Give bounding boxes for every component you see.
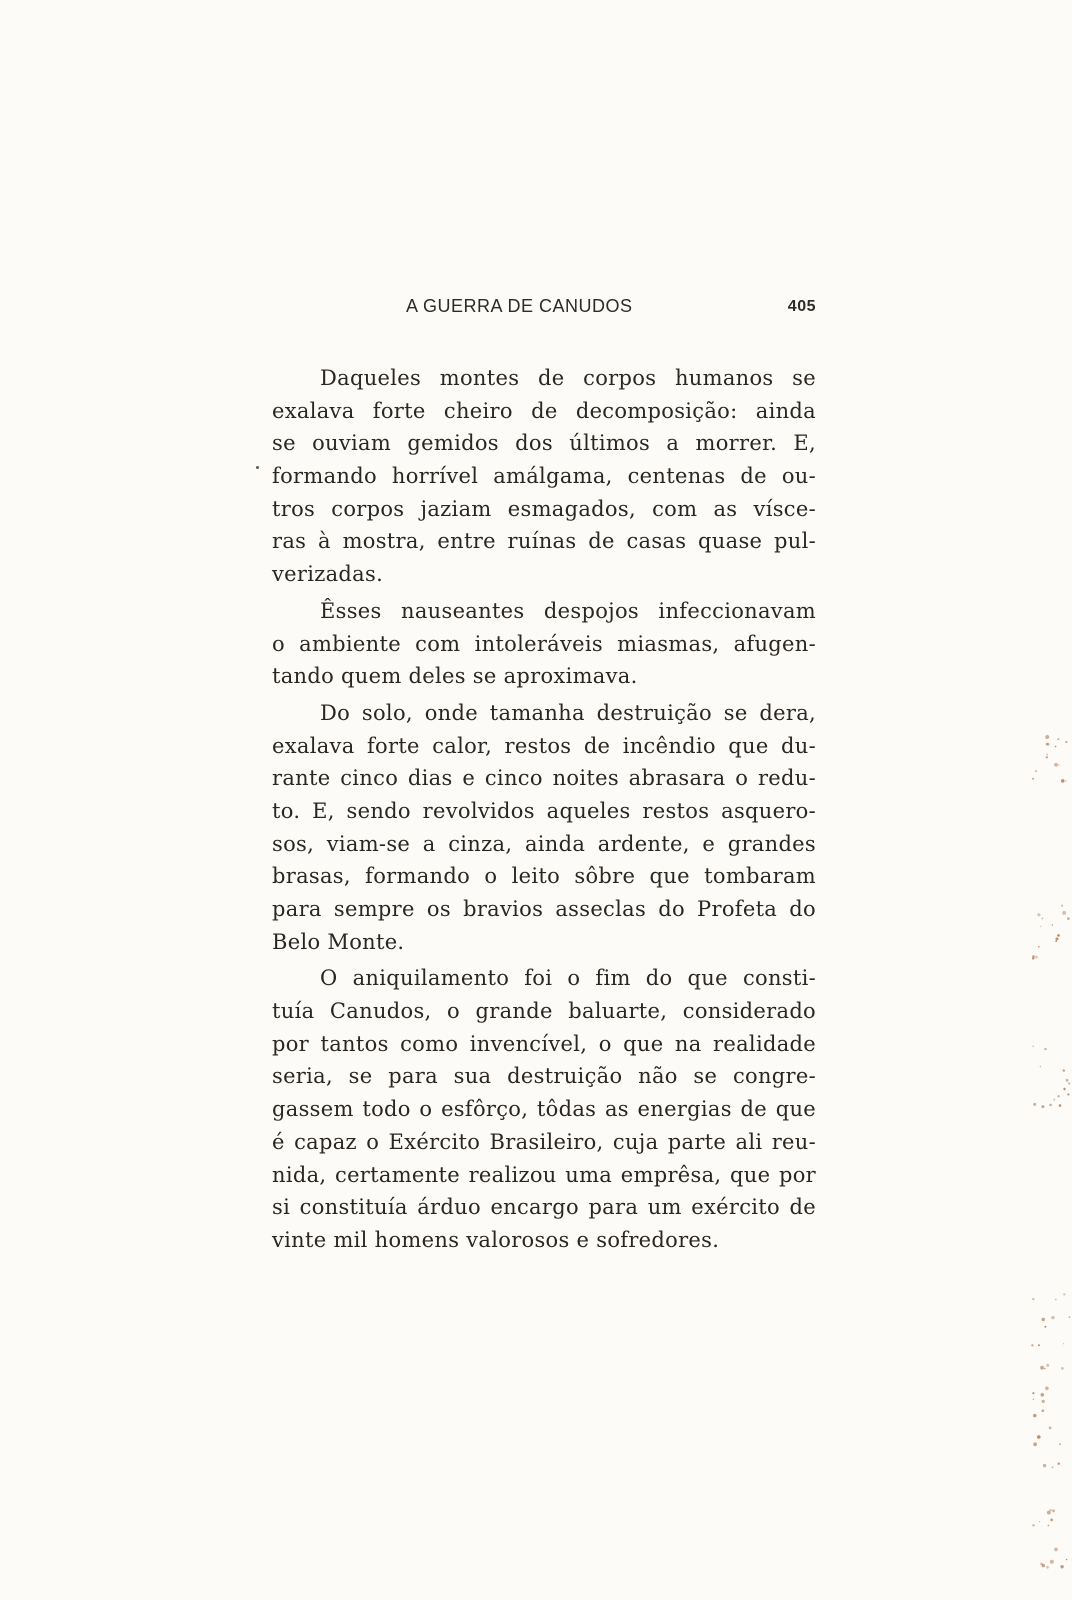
text-line: nida, certamente realizou uma emprêsa, que por (272, 1162, 816, 1187)
foxing-speck (1045, 1387, 1049, 1391)
foxing-speck (1032, 1046, 1034, 1048)
foxing-speck (1046, 1566, 1049, 1569)
page-number: 405 (787, 298, 816, 315)
foxing-speck (1046, 1364, 1049, 1367)
foxing-speck (1061, 779, 1065, 783)
foxing-speck (1033, 1442, 1037, 1446)
foxing-speck (1062, 911, 1066, 915)
foxing-speck (1040, 1366, 1044, 1370)
foxing-speck (1033, 1414, 1036, 1417)
foxing-speck (1045, 735, 1049, 739)
foxing-speck (1032, 778, 1034, 780)
foxing-speck (1052, 924, 1053, 925)
text-line: Do solo, onde tamanha destruição se dera, (320, 700, 816, 725)
foxing-speck (1055, 940, 1057, 942)
foxing-speck (1037, 913, 1040, 916)
foxing-speck (1046, 756, 1048, 758)
foxing-speck (1065, 741, 1067, 743)
foxing-speck (1042, 1400, 1045, 1403)
foxing-speck (1063, 1343, 1064, 1344)
text-line: tuía Canudos, o grande baluarte, considerado (272, 999, 816, 1024)
foxing-speck (1057, 934, 1060, 937)
foxing-speck (1032, 1392, 1034, 1394)
foxing-speck (1031, 1344, 1033, 1346)
text-line: tros corpos jaziam esmagados, com as vísce- (272, 496, 816, 521)
text-line: seria, se para sua destruição não se congre- (272, 1064, 816, 1089)
foxing-speck (1040, 926, 1041, 927)
foxing-speck (1032, 1298, 1034, 1300)
foxing-speck (1044, 1048, 1046, 1050)
paragraph (272, 595, 816, 693)
text-line: o ambiente com intoleráveis miasmas, afugen- (272, 631, 816, 656)
text-line: rante cinco dias e cinco noites abrasara o redu- (272, 766, 816, 791)
text-line: O aniquilamento foi o fim do que consti- (320, 966, 816, 991)
foxing-speck (1051, 1316, 1054, 1319)
text-line: para sempre os bravios asseclas do Profeta do (272, 897, 816, 921)
text-line: verizadas. (272, 562, 384, 587)
running-head (270, 296, 818, 322)
foxing-speck (1047, 743, 1050, 746)
foxing-speck (1061, 905, 1063, 907)
foxing-speck (1033, 1399, 1034, 1400)
text-line: gassem todo o esfôrço, tôdas as energias de que (272, 1097, 816, 1122)
foxing-speck (1067, 1093, 1069, 1095)
foxing-speck (1057, 738, 1059, 740)
text-line: exalava forte calor, restos de incêndio que du- (272, 733, 816, 758)
text-line: Daqueles montes de corpos humanos se (320, 366, 816, 390)
foxing-speck (1049, 1427, 1052, 1430)
body-text (272, 362, 816, 1257)
foxing-speck (1068, 1082, 1070, 1084)
foxing-speck (1043, 1464, 1046, 1467)
foxing-speck (1066, 1079, 1069, 1082)
paragraph (272, 362, 816, 591)
foxing-speck (1050, 1560, 1054, 1564)
foxing-speck (1048, 1525, 1050, 1527)
foxing-speck (1052, 1509, 1055, 1512)
text-line: Belo Monte. (272, 929, 405, 954)
foxing-speck (1035, 770, 1037, 772)
foxing-speck (1067, 917, 1070, 920)
foxing-speck (1032, 1524, 1034, 1526)
foxing-speck (1038, 1344, 1040, 1346)
foxing-speck (1041, 1318, 1045, 1322)
foxing-speck (1054, 1548, 1058, 1552)
foxing-speck (1066, 1559, 1068, 1561)
foxing-speck (1044, 1326, 1046, 1328)
foxing-speck (1055, 1299, 1057, 1301)
foxing-speck (1050, 1519, 1053, 1522)
paragraph (272, 697, 816, 959)
foxing-speck (1069, 1316, 1071, 1318)
foxing-speck (1040, 1066, 1041, 1067)
text-line: se ouviam gemidos dos últimos a morrer. E, (272, 431, 816, 456)
foxing-speck (1041, 1393, 1045, 1397)
margin-speck (256, 466, 259, 469)
foxing-speck (1053, 1099, 1055, 1101)
foxing-speck (1042, 1409, 1045, 1412)
text-line: é capaz o Exército Brasileiro, cuja parte ali reu- (272, 1129, 816, 1154)
foxing-speck (1055, 746, 1057, 748)
foxing-speck (1032, 957, 1035, 960)
text-line: tando quem deles se aproximava. (272, 664, 638, 689)
text-line: ras à mostra, entre ruínas de casas quase pul- (272, 529, 816, 554)
text-line: exalava forte cheiro de decomposição: ainda (272, 398, 816, 423)
text-line: brasas, formando o leito sôbre que tombaram (272, 864, 816, 889)
text-line: por tantos como invencível, o que na realidade (272, 1031, 816, 1056)
running-title: A GUERRA DE CANUDOS (406, 296, 633, 316)
foxing-speck (1035, 956, 1038, 959)
foxing-speck (1044, 1368, 1045, 1369)
foxing-speck (1058, 1463, 1060, 1465)
foxing-speck (1037, 1435, 1041, 1439)
foxing-speck (1058, 764, 1059, 765)
foxing-speck (1041, 1105, 1044, 1108)
text-line: Êsses nauseantes despojos infeccionavam (320, 598, 816, 623)
foxing-speck (1038, 946, 1040, 948)
foxing-speck (1063, 1088, 1065, 1090)
foxing-speck (1059, 1104, 1062, 1107)
foxing-speck (1065, 780, 1066, 781)
paragraph (272, 962, 816, 1256)
text-line: formando horrível amálgama, centenas de ou- (272, 464, 816, 489)
foxing-speck (1061, 1367, 1064, 1370)
foxing-speck (1060, 1565, 1063, 1568)
foxing-speck (1063, 1293, 1065, 1295)
foxing-speck (1063, 1069, 1065, 1071)
foxing-speck (1047, 1511, 1051, 1515)
foxing-speck (1042, 918, 1044, 920)
text-line: si constituía árduo encargo para um exército de (272, 1195, 816, 1220)
foxing-speck (1033, 1103, 1036, 1106)
text-line: to. E, sendo revolvidos aqueles restos asquero- (272, 798, 816, 823)
foxing-specks (1012, 0, 1072, 1600)
foxing-speck (1054, 763, 1058, 767)
text-line: sos, viam-se a cinza, ainda ardente, e grandes (272, 831, 816, 856)
foxing-speck (1059, 1443, 1061, 1445)
text-line: vinte mil homens valorosos e sofredores. (272, 1227, 720, 1252)
foxing-speck (1040, 1563, 1043, 1566)
foxing-speck (1046, 754, 1048, 756)
foxing-speck (1039, 1521, 1040, 1522)
foxing-speck (1056, 937, 1059, 940)
foxing-speck (1049, 1104, 1052, 1107)
foxing-speck (1052, 1466, 1054, 1468)
foxing-speck (1057, 1095, 1059, 1097)
